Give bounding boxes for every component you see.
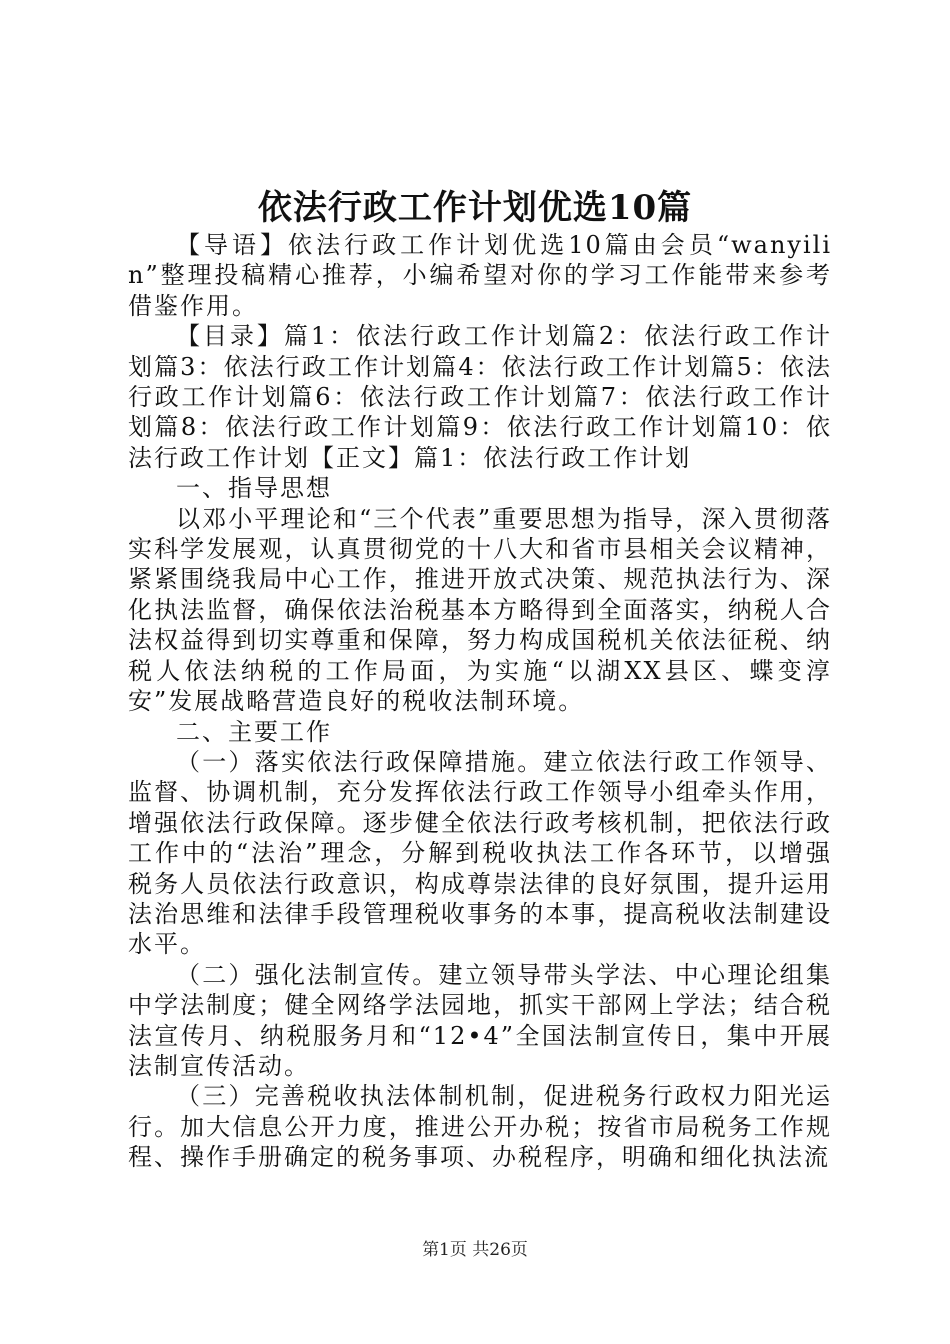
table-of-contents-paragraph: 【目录】篇1：依法行政工作计划篇2：依法行政工作计划篇3：依法行政工作计划篇4：依法行政工作计划篇5：依法行政工作计划篇6：依法行政工作计划篇7：依法行政工作计划篇8：依法行政工作计划篇9：依法行政工作计划篇10：依法行政工作计划【正文】篇1：依法行政工作计划 — [128, 322, 832, 472]
main-work-item-1: （一）落实依法行政保障措施。建立依法行政工作领导、监督、协调机制，充分发挥依法行政工作领导小组牵头作用，增强依法行政保障。逐步健全依法行政考核机制，把依法行政工作中的“法治”理念，分解到税收执法工作各环节，以增强税务人员依法行政意识，构成尊崇法律的良好氛围，提升运用法治思维和法律手段管理税收事务的本事，提高税收法制建设水平。 — [128, 747, 832, 959]
guiding-thought-paragraph: 以邓小平理论和“三个代表”重要思想为指导，深入贯彻落实科学发展观，认真贯彻党的十八大和省市县相关会议精神，紧紧围绕我局中心工作，推进开放式决策、规范执法行为、深化执法监督，确保依法治税基本方略得到全面落实，纳税人合法权益得到切实尊重和保障，努力构成国税机关依法征税、纳税人依法纳税的工作局面，为实施“以湖XX县区、蝶变淳安”发展战略营造良好的税收法制环境。 — [128, 504, 832, 716]
section-heading-guiding-thought: 一、指导思想 — [176, 474, 332, 503]
page-number-footer: 第1页 共26页 — [422, 1240, 528, 1260]
document-title: 依法行政工作计划优选10篇 — [257, 188, 693, 228]
section-heading-main-work: 二、主要工作 — [176, 717, 332, 746]
main-work-item-2: （二）强化法制宣传。建立领导带头学法、中心理论组集中学法制度；健全网络学法园地，抓实干部网上学法；结合税法宣传月、纳税服务月和“12•4”全国法制宣传日，集中开展法制宣传活动。 — [128, 960, 832, 1080]
intro-paragraph: 【导语】依法行政工作计划优选10篇由会员“wanyilin”整理投稿精心推荐，小编希望对你的学习工作能带来参考借鉴作用。 — [128, 231, 832, 320]
main-work-item-3: （三）完善税收执法体制机制，促进税务行政权力阳光运行。加大信息公开力度，推进公开办税；按省市局税务工作规程、操作手册确定的税务事项、办税程序，明确和细化执法流 — [128, 1082, 832, 1172]
document-body — [128, 230, 832, 1173]
